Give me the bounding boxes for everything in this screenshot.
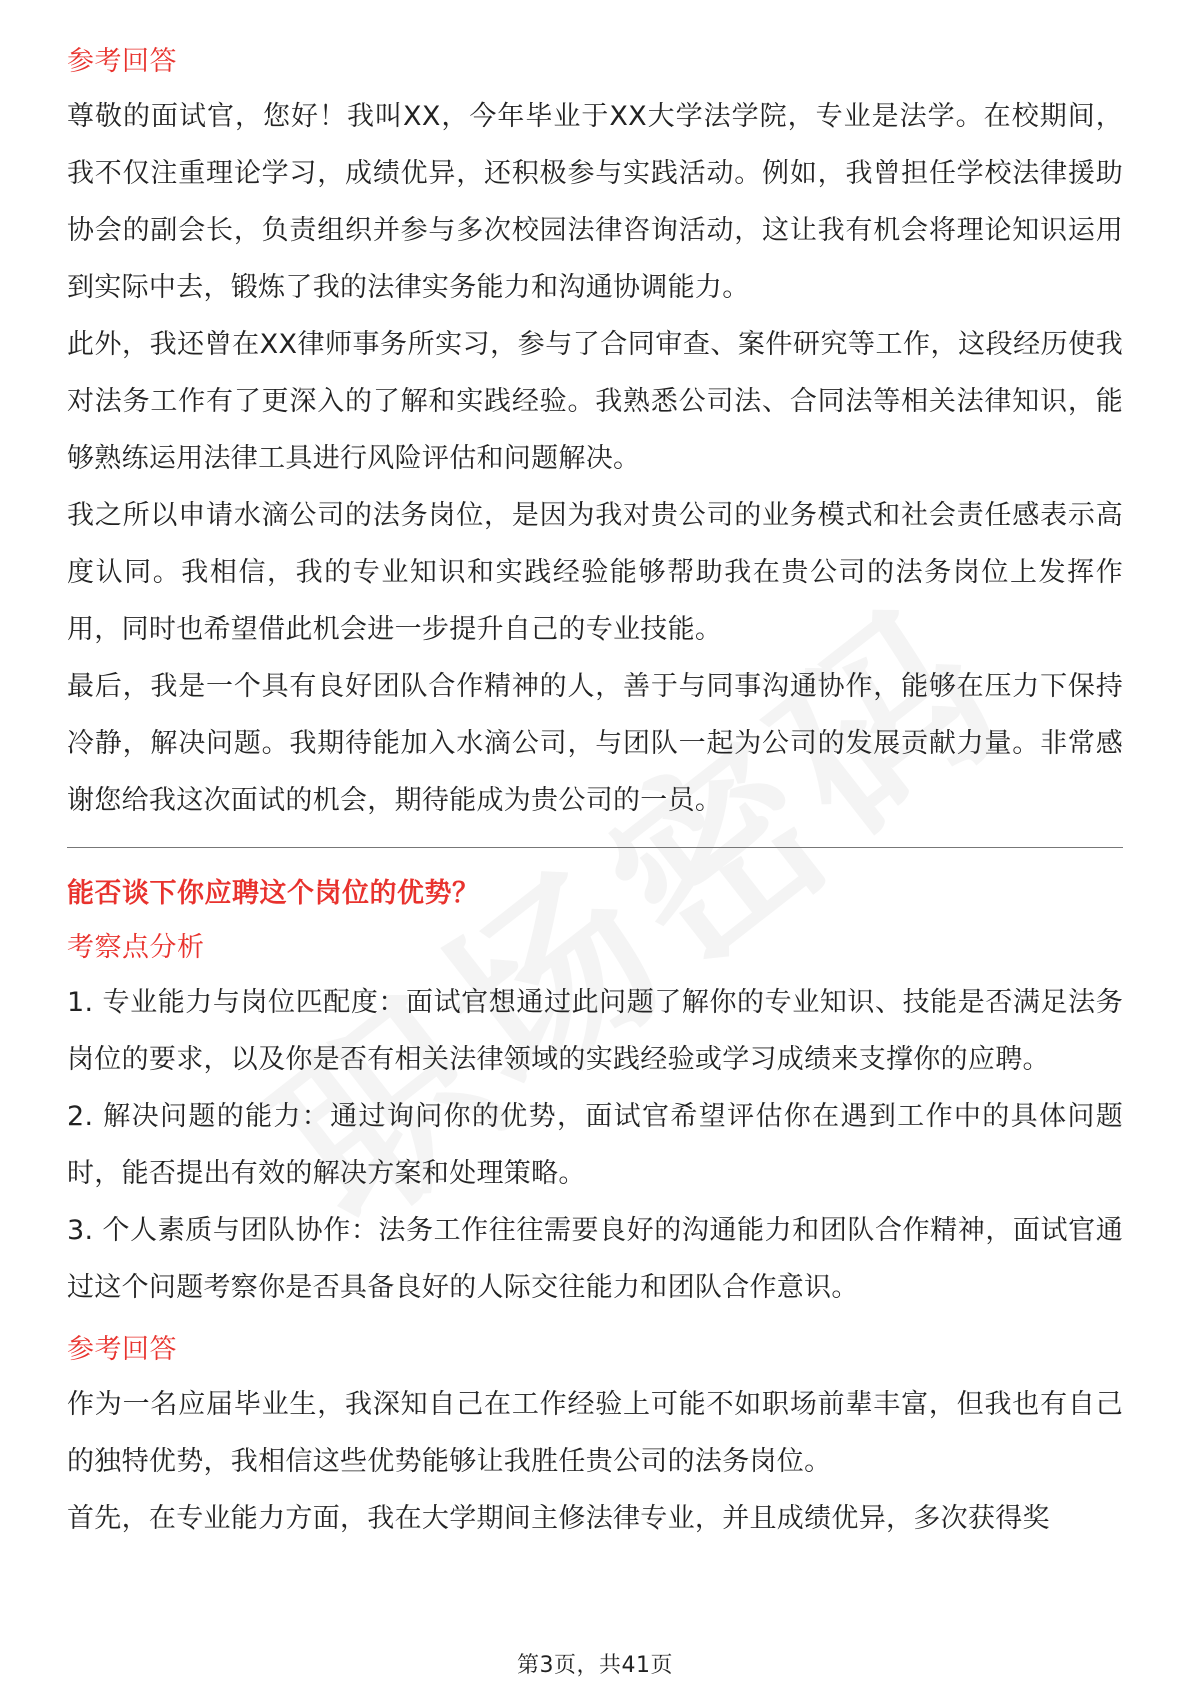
question-title: 能否谈下你应聘这个岗位的优势？ xyxy=(67,878,480,909)
analysis-point: 3. 个人素质与团队协作：法务工作往往需要良好的沟通能力和团队合作精神，面试官通过这个问题考察你是否具备良好的人际交往能力和团队合作意识。 xyxy=(67,1215,1123,1303)
answer-heading-1: 参考回答 xyxy=(67,46,177,77)
answer-paragraph: 首先，在专业能力方面，我在大学期间主修法律专业，并且成绩优异，多次获得奖 xyxy=(67,1503,1050,1534)
section-divider xyxy=(67,847,1123,848)
page-number: 第3页，共41页 xyxy=(517,1653,673,1678)
analysis-heading: 考察点分析 xyxy=(67,932,205,963)
answer-paragraph: 我之所以申请水滴公司的法务岗位，是因为我对贵公司的业务模式和社会责任感表示高度认同。我相信，我的专业知识和实践经验能够帮助我在贵公司的法务岗位上发挥作用，同时也希望借此机会进一步提升自己的专业技能。 xyxy=(67,500,1123,645)
analysis-point: 1. 专业能力与岗位匹配度：面试官想通过此问题了解你的专业知识、技能是否满足法务岗位的要求，以及你是否有相关法律领域的实践经验或学习成绩来支撑你的应聘。 xyxy=(67,987,1123,1075)
answer-paragraph: 此外，我还曾在XX律师事务所实习，参与了合同审查、案件研究等工作，这段经历使我对法务工作有了更深入的了解和实践经验。我熟悉公司法、合同法等相关法律知识，能够熟练运用法律工具进行风险评估和问题解决。 xyxy=(67,329,1123,474)
answer-heading-2: 参考回答 xyxy=(67,1334,177,1365)
analysis-point: 2. 解决问题的能力：通过询问你的优势，面试官希望评估你在遇到工作中的具体问题时，能否提出有效的解决方案和处理策略。 xyxy=(67,1101,1123,1189)
answer-paragraph: 尊敬的面试官，您好！我叫XX，今年毕业于XX大学法学院，专业是法学。在校期间，我不仅注重理论学习，成绩优异，还积极参与实践活动。例如，我曾担任学校法律援助协会的副会长，负责组织并参与多次校园法律咨询活动，这让我有机会将理论知识运用到实际中去，锻炼了我的法律实务能力和沟通协调能力。 xyxy=(67,101,1123,303)
document-page xyxy=(67,42,1123,1547)
answer-paragraph: 最后，我是一个具有良好团队合作精神的人，善于与同事沟通协作，能够在压力下保持冷静，解决问题。我期待能加入水滴公司，与团队一起为公司的发展贡献力量。非常感谢您给我这次面试的机会，期待能成为贵公司的一员。 xyxy=(67,671,1123,816)
answer-paragraph: 作为一名应届毕业生，我深知自己在工作经验上可能不如职场前辈丰富，但我也有自己的独特优势，我相信这些优势能够让我胜任贵公司的法务岗位。 xyxy=(67,1389,1123,1477)
